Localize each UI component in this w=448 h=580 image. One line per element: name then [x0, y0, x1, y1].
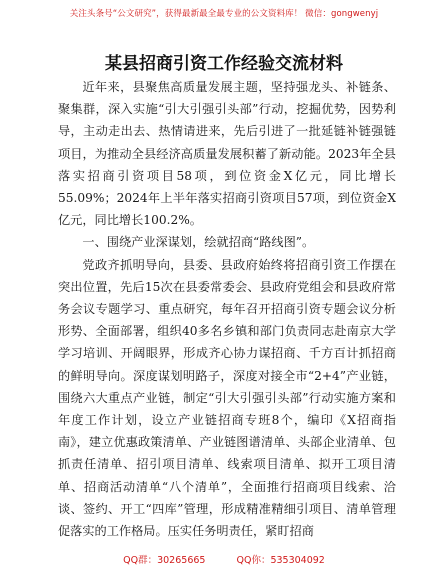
footer-qq: QQ你：535304092 [236, 555, 325, 566]
footer-contacts [0, 552, 448, 566]
header-promo-note: 关注头条号“公文研究”，获得最新最全最专业的公文资料库！ 微信：gongwenyj [69, 9, 379, 19]
footer-qq-group: QQ群：30265665 [123, 555, 206, 566]
paragraph-intro: 近年来，县聚焦高质量发展主题，坚持强龙头、补链条、聚集群，深入实施“引大引强引头部”行动，挖掘优势，因势利导，主动走出去、热情请进来，先后引进了一批延链补链强链项目，为推动全县经济高质量发展积蓄了新动能。2023年全县落实招商引资项目58项，到位资金X亿元，同比增长55.09%；2024年上半年落实招商引资项目57项，到位资金X亿元，同比增长100.2%。 [58, 80, 396, 228]
document-body [58, 76, 396, 542]
paragraph-section-1: 党政齐抓明导向，县委、县政府始终将招商引资工作摆在突出位置，先后15次在县委常委会、县政府党组会和县政府常务会议专题学习、重点研究，每年召开招商引资专题会议分析形势、全面部署，组织40多名乡镇和部门负责同志赴南京大学学习培训、开阔眼界，形成齐心协力谋招商、千方百计抓招商的鲜明导向。深度谋划明路子，深度对接全市“2+4”产业链，围绕六大重点产业链，制定“引大引强引头部”行动实施方案和年度工作计划，设立产业链招商专班8个，编印《X招商指南》，建立优惠政策清单、产业链图谱清单、头部企业清单、包抓责任清单、招引项目清单、线索项目清单、拟开工项目清单、招商活动清单“八个清单”，全面推行招商项目线索、洽谈、签约、开工“四库”管理，形成精准精细引项目、清单管理促落实的工作格局。压实任务明责任，紧盯招商 [58, 257, 396, 539]
section-heading-1: 一、围绕产业深谋划，绘就招商“路线图”。 [82, 235, 315, 250]
document-title: 某县招商引资工作经验交流材料 [105, 54, 343, 74]
